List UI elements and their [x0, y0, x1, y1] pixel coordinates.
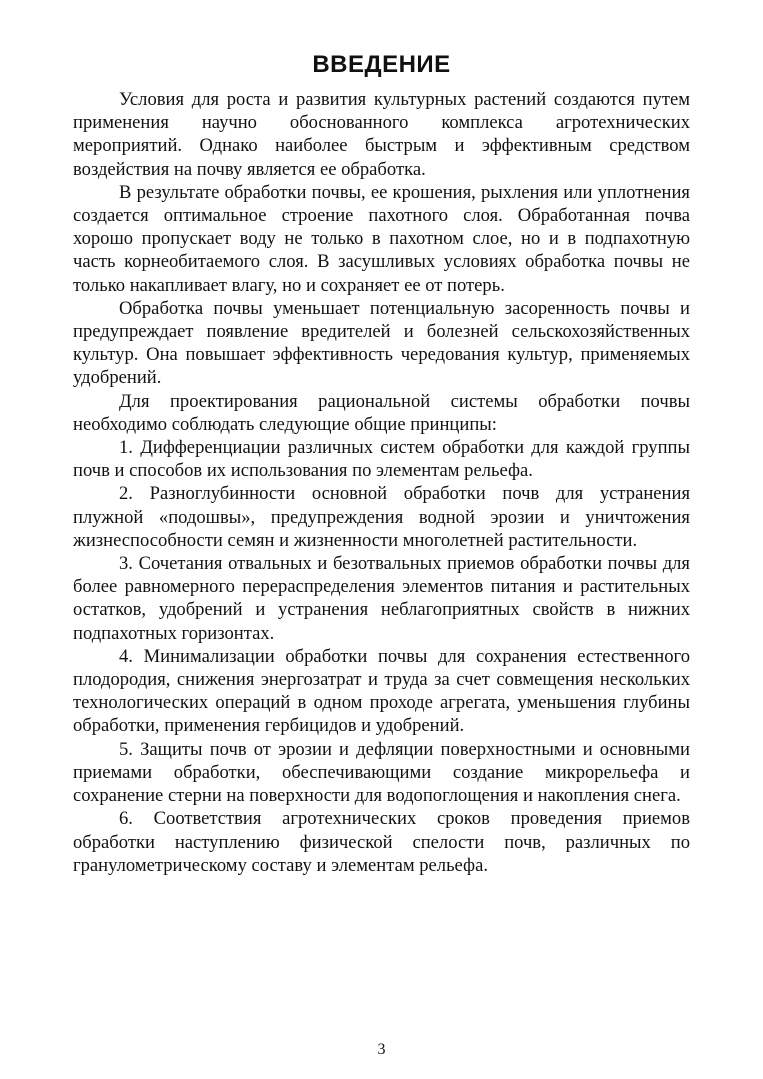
- body-text: [73, 88, 690, 877]
- paragraph-weed-reduction: Обработка почвы уменьшает потенциальную засоренность почвы и предупреждает появление вредителей и болезней сельскохозяйственных культур. Она повышает эффективность чередования культур, применяемых удобрений.: [73, 297, 690, 389]
- principle-item-2: 2. Разноглубинности основной обработки почв для устранения плужной «подошвы», предупреждения водной эрозии и уничтожения жизнеспособности семян и жизненности многолетней растительности.: [73, 483, 690, 551]
- page-number: 3: [377, 1041, 386, 1058]
- principle-item-5: 5. Защиты почв от эрозии и дефляции поверхностными и основными приемами обработки, обеспечивающими создание микрорельефа и сохранение стерни на поверхности для водопоглощения и накопления снега.: [73, 738, 690, 807]
- page-title: ВВЕДЕНИЕ: [312, 51, 451, 78]
- principle-item-6: 6. Соответствия агротехнических сроков проведения приемов обработки наступлению физической спелости почв, различных по гранулометрическому составу и элементам рельефа.: [73, 808, 690, 876]
- paragraph-tillage-result: В результате обработки почвы, ее крошения, рыхления или уплотнения создается оптимальное строение пахотного слоя. Обработанная почва хорошо пропускает воду не только в пахотном слое, но и в подпахотную часть корнеобитаемого слоя. В засушливых условиях обработка почвы не только накапливает влагу, но и сохраняет ее от потерь.: [73, 181, 690, 296]
- document-page: [73, 50, 690, 877]
- paragraph-principles-intro: Для проектирования рациональной системы обработки почвы необходимо соблюдать следующие общие принципы:: [73, 390, 690, 435]
- principle-item-3: 3. Сочетания отвальных и безотвальных приемов обработки почвы для более равномерного перераспределения элементов питания и растительных остатков, удобрений и устранения неблагоприятных свойств в нижних подпахотных горизонтах.: [73, 553, 690, 644]
- principle-item-1: 1. Дифференциации различных систем обработки для каждой группы почв и способов их использования по элементам рельефа.: [73, 437, 690, 482]
- paragraph-intro-conditions: Условия для роста и развития культурных растений создаются путем применения научно обоснованного комплекса агротехнических мероприятий. Однако наиболее быстрым и эффективным средством воздействия на почву является ее обработка.: [73, 89, 690, 180]
- principle-item-4: 4. Минимализации обработки почвы для сохранения естественного плодородия, снижения энергозатрат и труда за счет совмещения нескольких технологических операций в одном проходе агрегата, уменьшения глубины обработки, применения гербицидов и удобрений.: [73, 645, 690, 737]
